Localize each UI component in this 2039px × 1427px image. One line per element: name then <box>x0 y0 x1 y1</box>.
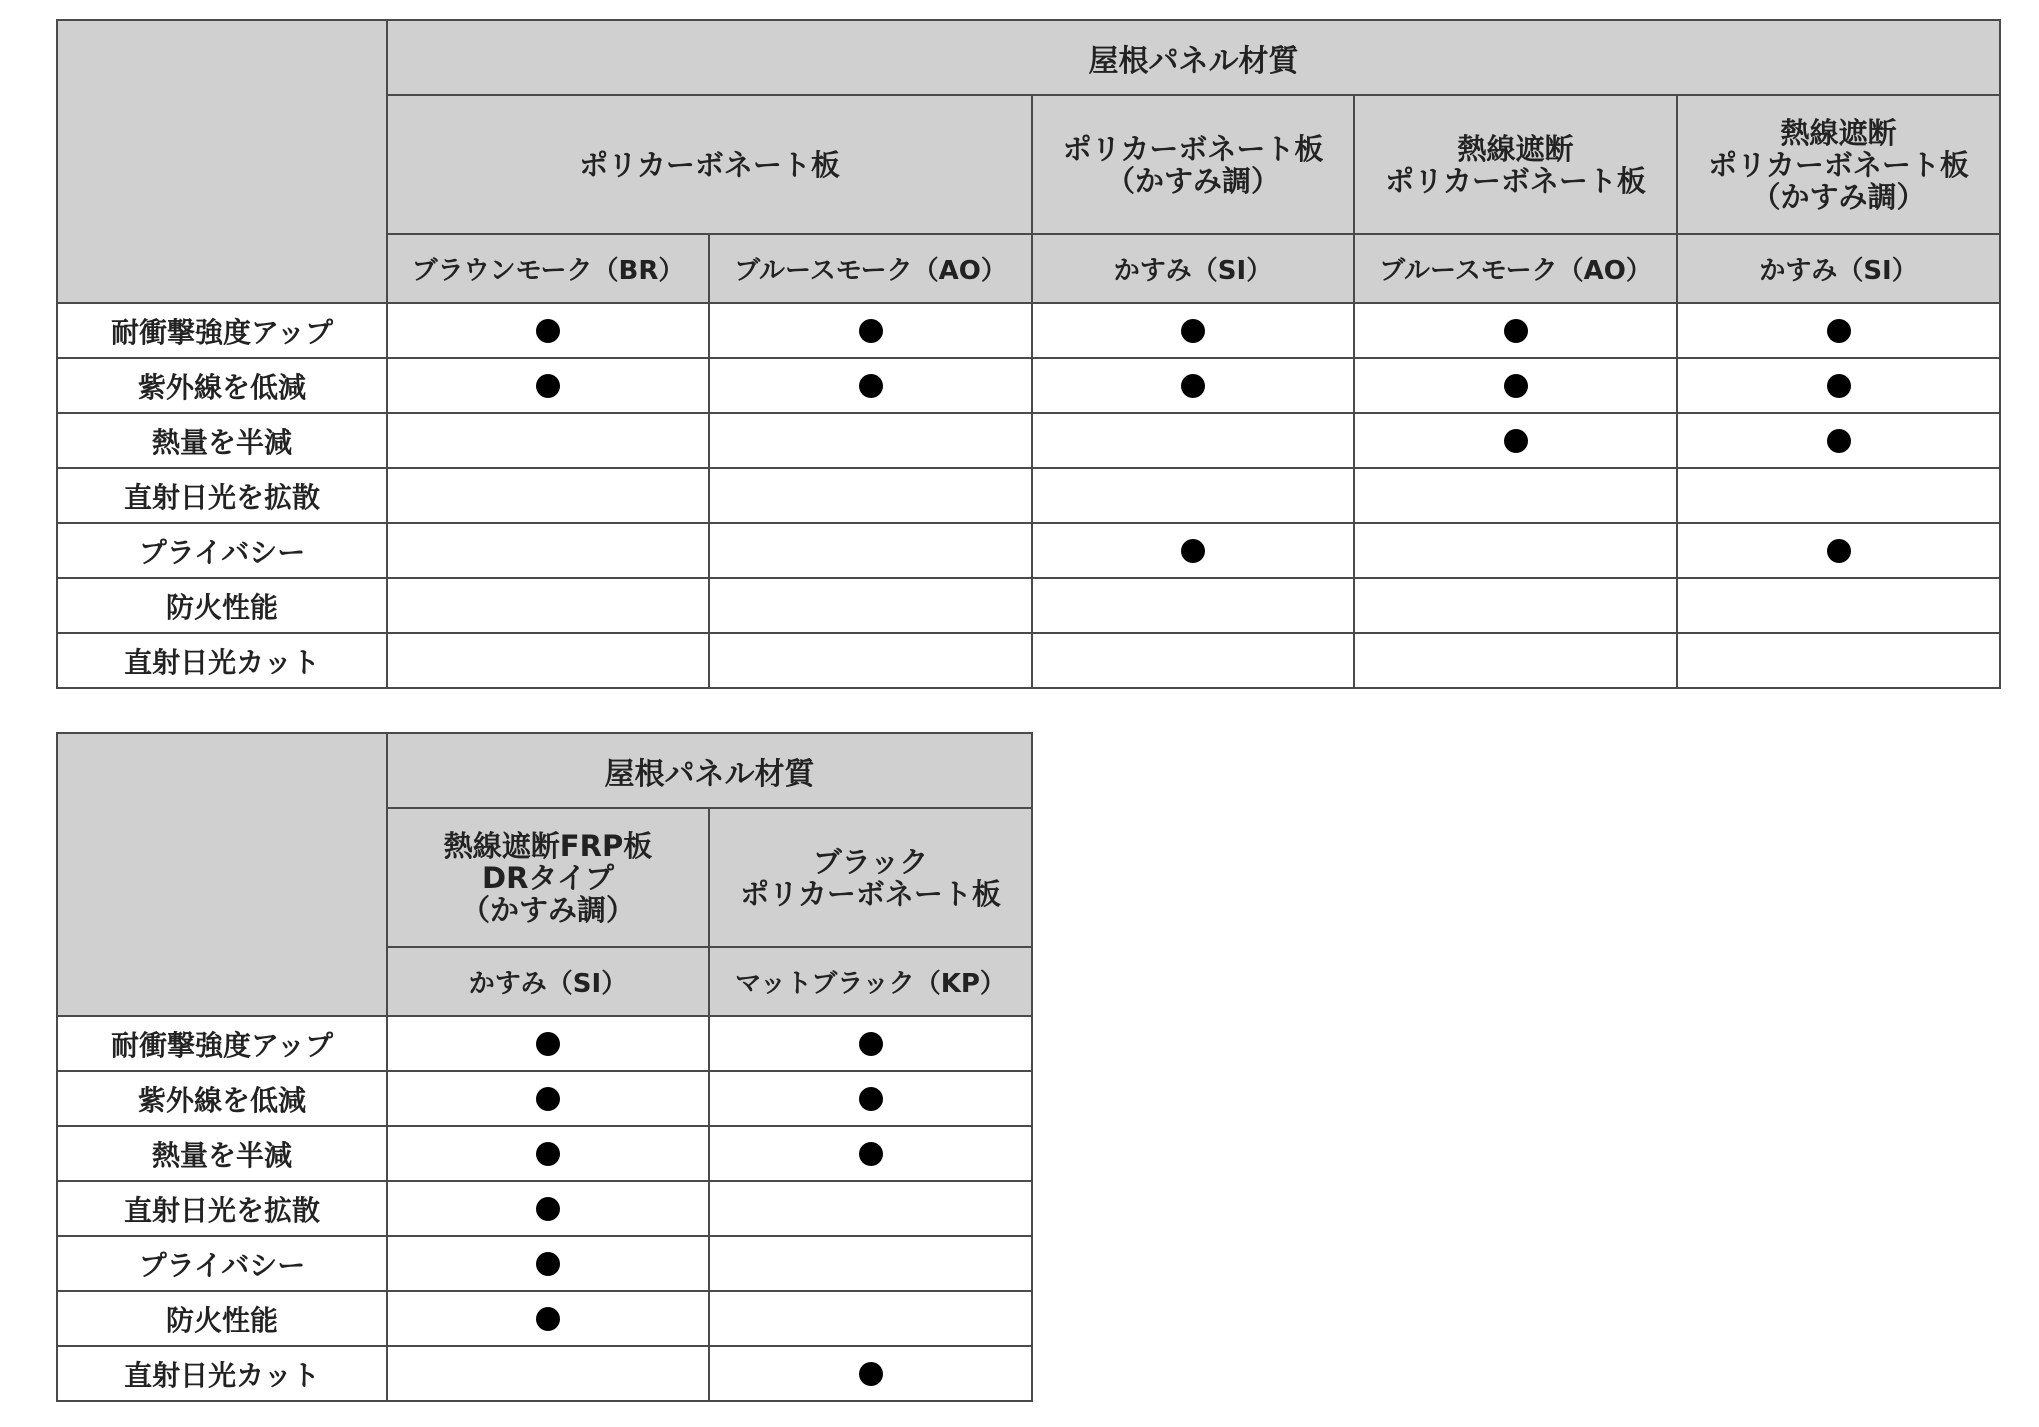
feature-cell <box>1032 413 1354 468</box>
feature-row <box>57 1071 1032 1126</box>
check-mark-dot <box>1504 319 1528 343</box>
feature-cell <box>1032 523 1354 578</box>
color-header: マットブラック（KP） <box>709 947 1032 1016</box>
material-label: 熱線遮断 ポリカーボネート板 <box>1385 131 1646 198</box>
feature-cell <box>709 303 1032 358</box>
feature-cell <box>709 523 1032 578</box>
feature-cell <box>387 303 709 358</box>
check-mark-dot <box>536 1087 560 1111</box>
spec-table-2 <box>56 732 1033 1402</box>
feature-cell <box>387 1071 709 1126</box>
check-mark-dot <box>1181 374 1205 398</box>
color-header: かすみ（SI） <box>1677 234 2000 303</box>
check-mark-dot <box>859 1087 883 1111</box>
feature-cell <box>709 1126 1032 1181</box>
check-mark-dot <box>859 374 883 398</box>
material-header <box>1032 95 1354 234</box>
feature-cell <box>709 578 1032 633</box>
feature-row <box>57 1181 1032 1236</box>
feature-label: 防火性能 <box>57 1291 387 1346</box>
material-label: 熱線遮断FRP板 DRタイプ （かすみ調） <box>443 828 653 927</box>
material-header <box>1354 95 1677 234</box>
feature-cell <box>1354 633 1677 688</box>
feature-cell <box>1032 578 1354 633</box>
table-title-cell: 屋根パネル材質 <box>387 733 1032 808</box>
feature-label: 紫外線を低減 <box>57 358 387 413</box>
feature-label: 直射日光を拡散 <box>57 468 387 523</box>
feature-cell <box>387 468 709 523</box>
feature-cell <box>1677 358 2000 413</box>
check-mark-dot <box>536 319 560 343</box>
feature-row <box>57 303 2000 358</box>
feature-cell <box>1032 358 1354 413</box>
feature-label: 耐衝撃強度アップ <box>57 303 387 358</box>
feature-cell <box>1677 468 2000 523</box>
feature-label: プライバシー <box>57 523 387 578</box>
feature-row <box>57 1126 1032 1181</box>
feature-cell <box>709 358 1032 413</box>
check-mark-dot <box>536 374 560 398</box>
feature-label: 熱量を半減 <box>57 1126 387 1181</box>
feature-cell <box>709 1346 1032 1401</box>
feature-cell <box>1677 303 2000 358</box>
feature-label: 耐衝撃強度アップ <box>57 1016 387 1071</box>
feature-cell <box>387 1346 709 1401</box>
feature-cell <box>709 413 1032 468</box>
feature-label: 直射日光カット <box>57 1346 387 1401</box>
material-header <box>387 95 1032 234</box>
feature-rows <box>57 1016 1032 1401</box>
feature-cell <box>1354 358 1677 413</box>
feature-cell <box>1677 523 2000 578</box>
check-mark-dot <box>1827 429 1851 453</box>
feature-cell <box>709 468 1032 523</box>
feature-cell <box>1677 633 2000 688</box>
feature-label: 熱量を半減 <box>57 413 387 468</box>
color-header: ブラウンモーク（BR） <box>387 234 709 303</box>
feature-cell <box>387 358 709 413</box>
feature-cell <box>387 1126 709 1181</box>
feature-cell <box>709 1016 1032 1071</box>
feature-row <box>57 1346 1032 1401</box>
feature-cell <box>387 1016 709 1071</box>
feature-cell <box>387 1236 709 1291</box>
feature-cell <box>709 633 1032 688</box>
material-label: ポリカーボネート板 <box>579 147 840 182</box>
feature-row <box>57 413 2000 468</box>
feature-cell <box>387 1291 709 1346</box>
material-label: ブラック ポリカーボネート板 <box>740 844 1001 911</box>
feature-cell <box>1354 303 1677 358</box>
material-label: 熱線遮断 ポリカーボネート板 （かすみ調） <box>1708 115 1969 214</box>
check-mark-dot <box>536 1142 560 1166</box>
check-mark-dot <box>859 1362 883 1386</box>
feature-cell <box>1354 468 1677 523</box>
table-title-cell: 屋根パネル材質 <box>387 20 2000 95</box>
check-mark-dot <box>536 1307 560 1331</box>
check-mark-dot <box>1181 539 1205 563</box>
check-mark-dot <box>859 1032 883 1056</box>
header-corner-cell <box>57 733 387 1016</box>
feature-label: 紫外線を低減 <box>57 1071 387 1126</box>
feature-row <box>57 358 2000 413</box>
color-header: ブルースモーク（AO） <box>1354 234 1677 303</box>
feature-cell <box>387 523 709 578</box>
color-header: かすみ（SI） <box>1032 234 1354 303</box>
feature-cell <box>1354 578 1677 633</box>
header-corner-cell <box>57 20 387 303</box>
check-mark-dot <box>536 1032 560 1056</box>
check-mark-dot <box>859 319 883 343</box>
check-mark-dot <box>1827 319 1851 343</box>
color-header: かすみ（SI） <box>387 947 709 1016</box>
feature-label: 直射日光を拡散 <box>57 1181 387 1236</box>
feature-cell <box>1677 413 2000 468</box>
feature-cell <box>1354 413 1677 468</box>
material-header <box>1677 95 2000 234</box>
spec-table-1 <box>56 19 2001 689</box>
check-mark-dot <box>1827 374 1851 398</box>
feature-label: プライバシー <box>57 1236 387 1291</box>
feature-cell <box>709 1181 1032 1236</box>
feature-row <box>57 578 2000 633</box>
check-mark-dot <box>536 1252 560 1276</box>
material-header <box>709 808 1032 947</box>
check-mark-dot <box>1504 429 1528 453</box>
check-mark-dot <box>859 1142 883 1166</box>
check-mark-dot <box>1827 539 1851 563</box>
feature-row <box>57 523 2000 578</box>
feature-cell <box>709 1236 1032 1291</box>
feature-row <box>57 633 2000 688</box>
feature-row <box>57 468 2000 523</box>
feature-cell <box>1677 578 2000 633</box>
feature-cell <box>387 578 709 633</box>
material-label: ポリカーボネート板 （かすみ調） <box>1062 131 1324 198</box>
feature-cell <box>709 1071 1032 1126</box>
feature-cell <box>709 1291 1032 1346</box>
feature-row <box>57 1236 1032 1291</box>
color-header: ブルースモーク（AO） <box>709 234 1032 303</box>
feature-cell <box>387 1181 709 1236</box>
feature-cell <box>387 413 709 468</box>
feature-rows <box>57 303 2000 688</box>
feature-label: 防火性能 <box>57 578 387 633</box>
check-mark-dot <box>1181 319 1205 343</box>
feature-row <box>57 1291 1032 1346</box>
feature-cell <box>1032 633 1354 688</box>
feature-cell <box>387 633 709 688</box>
feature-cell <box>1354 523 1677 578</box>
check-mark-dot <box>1504 374 1528 398</box>
material-header <box>387 808 709 947</box>
feature-label: 直射日光カット <box>57 633 387 688</box>
feature-cell <box>1032 303 1354 358</box>
feature-row <box>57 1016 1032 1071</box>
check-mark-dot <box>536 1197 560 1221</box>
feature-cell <box>1032 468 1354 523</box>
